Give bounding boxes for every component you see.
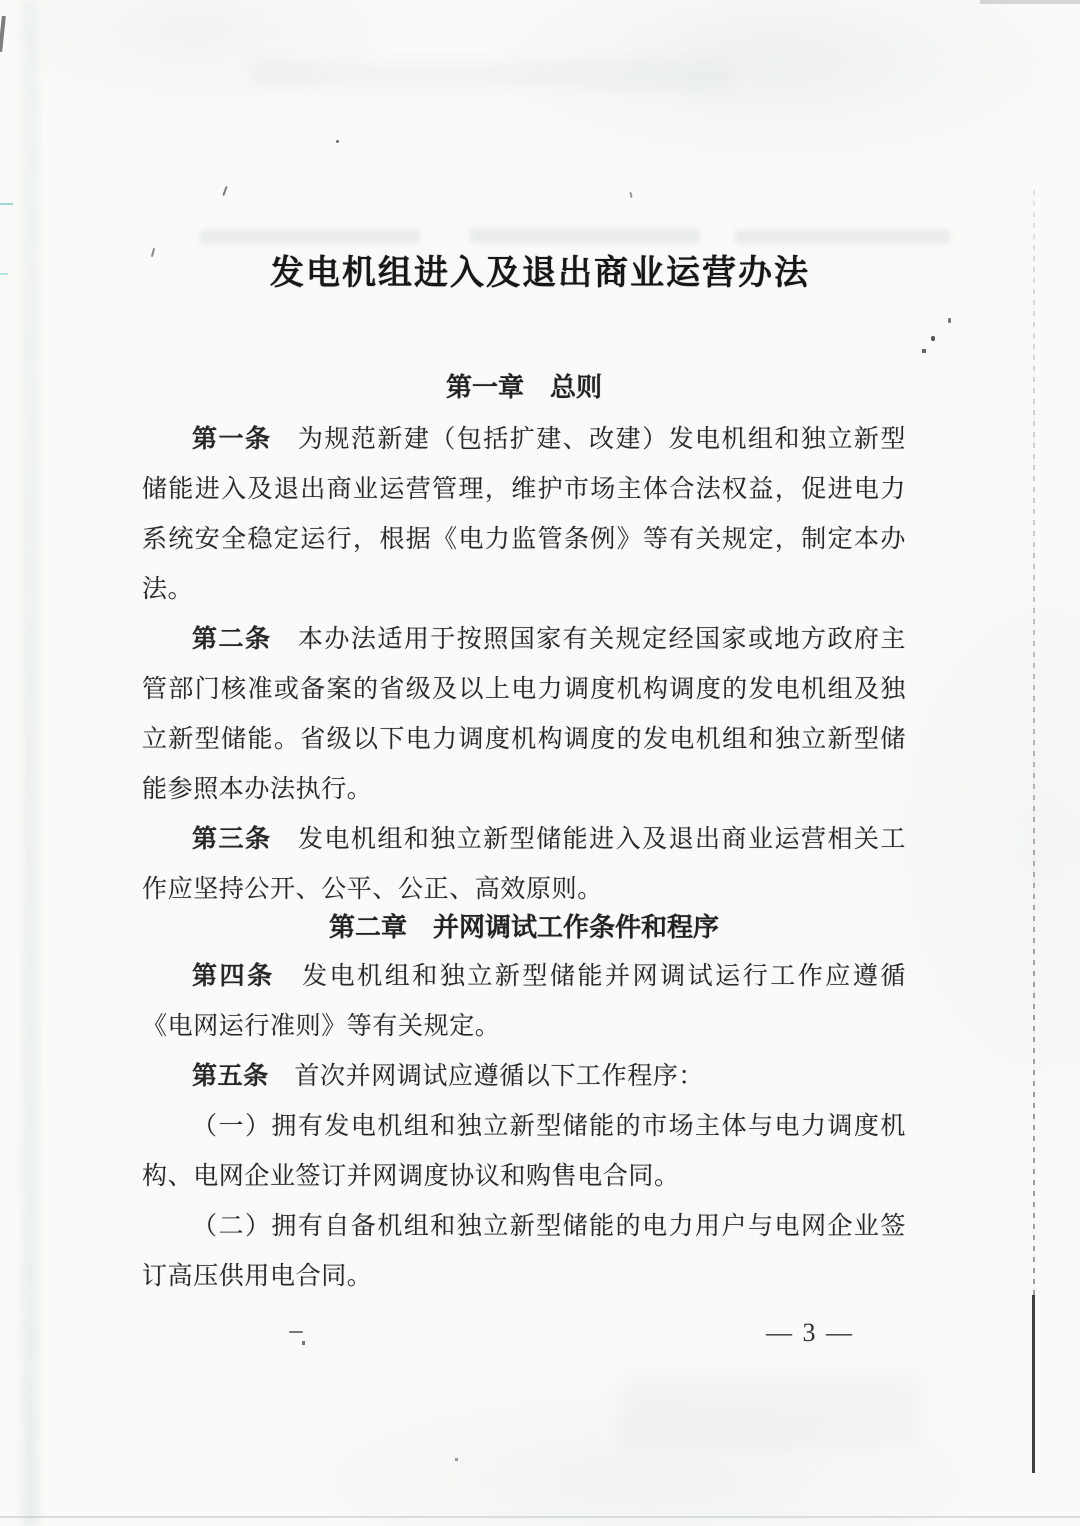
document-title: 发电机组进入及退出商业运营办法 <box>270 255 810 292</box>
scan-artifact-bleedthrough <box>200 230 420 244</box>
scan-artifact-top-strip <box>980 0 1080 4</box>
scan-artifact-right-dark-line <box>1032 1295 1035 1473</box>
scan-artifact-bleedthrough <box>250 62 730 88</box>
article-5-item-1 <box>142 1102 906 1202</box>
scan-artifact-right-dotted-line <box>1033 190 1035 1295</box>
article-4-number: 第四条 <box>192 963 275 990</box>
article-1-number: 第一条 <box>192 426 272 453</box>
scan-artifact-speck <box>629 192 632 198</box>
scan-artifact-speck <box>289 1331 303 1333</box>
article-2-text: 本办法适用于按照国家有关规定经国家或地方政府主管部门核准或备案的省级及以上电力调度机构调度的发电机组及独立新型储能。省级以下电力调度机构调度的发电机组和独立新型储能参照本办法执行。 <box>142 626 906 803</box>
article-2-paragraph <box>142 615 906 815</box>
scan-artifact-speck <box>302 1341 305 1345</box>
article-4-text: 发电机组和独立新型储能并网调试运行工作应遵循《电网运行准则》等有关规定。 <box>142 963 906 1040</box>
article-5-item-2 <box>142 1202 906 1302</box>
chapter-1-body <box>142 415 906 915</box>
page-number: — 3 — <box>766 1318 854 1347</box>
article-3-number: 第三条 <box>192 826 272 853</box>
article-5-text: 首次并网调试应遵循以下工作程序： <box>268 1063 705 1090</box>
article-5-item-1-text: （一）拥有发电机组和独立新型储能的市场主体与电力调度机构、电网企业签订并网调度协议和购售电合同。 <box>142 1113 906 1190</box>
scan-artifact-speck <box>222 186 227 196</box>
scan-artifact-bleedthrough <box>620 1375 920 1445</box>
article-3-text: 发电机组和独立新型储能进入及退出商业运营相关工作应坚持公开、公平、公正、高效原则。 <box>142 826 906 903</box>
scan-artifact-left-band <box>22 0 38 1526</box>
article-1-text: 为规范新建（包括扩建、改建）发电机组和独立新型储能进入及退出商业运营管理，维护市场主体合法权益，促进电力系统安全稳定运行，根据《电力监管条例》等有关规定，制定本办法。 <box>142 426 906 603</box>
scan-artifact-speck <box>455 1458 458 1461</box>
article-5-number: 第五条 <box>192 1063 269 1090</box>
scan-artifact-teal-line <box>0 203 13 205</box>
article-5-paragraph <box>142 1052 906 1102</box>
scan-artifact-bleedthrough <box>735 230 950 244</box>
article-4-paragraph <box>142 952 906 1052</box>
scan-artifact-bleedthrough <box>470 228 700 243</box>
chapter-1-heading: 第一章 总则 <box>445 373 602 402</box>
article-3-paragraph <box>142 815 906 915</box>
scan-artifact-speck <box>922 349 926 353</box>
article-2-number: 第二条 <box>192 626 272 653</box>
article-1-paragraph <box>142 415 906 615</box>
scan-artifact-speck <box>948 318 951 323</box>
article-5-item-2-text: （二）拥有自备机组和独立新型储能的电力用户与电网企业签订高压供用电合同。 <box>142 1213 906 1290</box>
chapter-2-heading: 第二章 并网调试工作条件和程序 <box>328 913 719 942</box>
scan-artifact-corner-mark <box>0 16 6 52</box>
scan-artifact-speck <box>336 140 339 143</box>
scan-artifact-speck <box>931 336 935 341</box>
chapter-2-body <box>142 952 906 1302</box>
scan-artifact-bottom-line <box>0 1516 1080 1518</box>
